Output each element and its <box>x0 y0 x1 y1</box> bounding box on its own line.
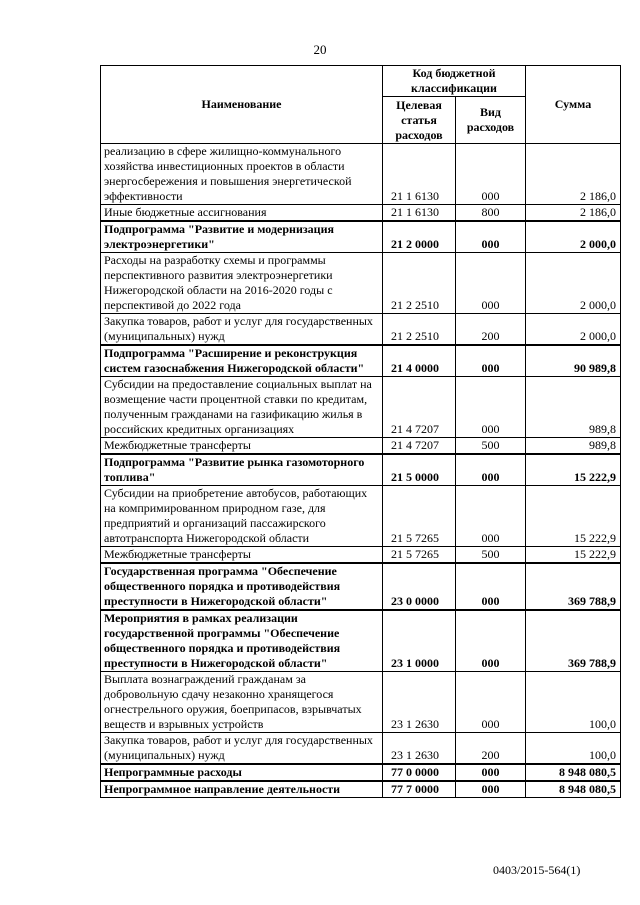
row-sum: 989,8 <box>526 377 621 438</box>
row-target-code: 21 5 7265 <box>383 486 456 547</box>
row-name: Закупка товаров, работ и услуг для государственных (муниципальных) нужд <box>101 733 383 765</box>
row-name: Выплата вознаграждений гражданам за добровольную сдачу незаконно хранящегося огнестрельного оружия, боеприпасов, взрывчатых веществ и взрывных устройств <box>101 672 383 733</box>
row-name: Мероприятия в рамках реализации государственной программы "Обеспечение общественного порядка и противодействия преступности в Нижегородской области" <box>101 610 383 672</box>
row-sum: 15 222,9 <box>526 454 621 486</box>
header-name: Наименование <box>101 66 383 144</box>
row-sum: 2 000,0 <box>526 314 621 346</box>
row-kind-code: 200 <box>456 733 526 765</box>
table-row <box>101 486 621 547</box>
row-name: реализацию в сфере жилищно-коммунального хозяйства инвестиционных проектов в области энергосбережения и повышения энергетической эффективности <box>101 144 383 205</box>
row-sum: 15 222,9 <box>526 486 621 547</box>
row-kind-code: 000 <box>456 345 526 377</box>
row-sum: 8 948 080,5 <box>526 781 621 798</box>
row-sum: 100,0 <box>526 733 621 765</box>
row-sum: 15 222,9 <box>526 547 621 564</box>
row-kind-code: 000 <box>456 610 526 672</box>
row-name: Межбюджетные трансферты <box>101 547 383 564</box>
table-row <box>101 314 621 346</box>
row-target-code: 23 1 0000 <box>383 610 456 672</box>
row-target-code: 23 1 2630 <box>383 672 456 733</box>
row-target-code: 77 0 0000 <box>383 764 456 781</box>
row-name: Подпрограмма "Расширение и реконструкция систем газоснабжения Нижегородской области" <box>101 345 383 377</box>
header-kind: Вид расходов <box>456 97 526 144</box>
row-target-code: 21 2 2510 <box>383 253 456 314</box>
row-target-code: 21 5 7265 <box>383 547 456 564</box>
row-target-code: 21 1 6130 <box>383 205 456 222</box>
table-row <box>101 547 621 564</box>
row-kind-code: 000 <box>456 486 526 547</box>
row-kind-code: 000 <box>456 672 526 733</box>
row-target-code: 21 2 2510 <box>383 314 456 346</box>
row-kind-code: 000 <box>456 563 526 610</box>
row-kind-code: 000 <box>456 253 526 314</box>
row-kind-code: 200 <box>456 314 526 346</box>
row-name: Субсидии на предоставление социальных выплат на возмещение части процентной ставки по кредитам, полученным гражданами на газификацию жилья в российских кредитных организациях <box>101 377 383 438</box>
row-target-code: 77 7 0000 <box>383 781 456 798</box>
header-target: Целевая статья расходов <box>383 97 456 144</box>
row-name: Иные бюджетные ассигнования <box>101 205 383 222</box>
row-name: Непрограммные расходы <box>101 764 383 781</box>
table-row <box>101 253 621 314</box>
row-sum: 2 186,0 <box>526 144 621 205</box>
row-target-code: 23 1 2630 <box>383 733 456 765</box>
row-sum: 2 186,0 <box>526 205 621 222</box>
table-row <box>101 563 621 610</box>
row-name: Субсидии на приобретение автобусов, работающих на компримированном природном газе, для предприятий и организаций пассажирского автотранспорта Нижегородской области <box>101 486 383 547</box>
row-sum: 90 989,8 <box>526 345 621 377</box>
row-kind-code: 000 <box>456 144 526 205</box>
row-name: Расходы на разработку схемы и программы перспективного развития электроэнергетики Нижегородской области на 2016-2020 годы с перспективой до 2022 года <box>101 253 383 314</box>
row-name: Межбюджетные трансферты <box>101 438 383 455</box>
table-row <box>101 764 621 781</box>
row-sum: 8 948 080,5 <box>526 764 621 781</box>
table-row <box>101 438 621 455</box>
row-name: Государственная программа "Обеспечение общественного порядка и противодействия преступности в Нижегородской области" <box>101 563 383 610</box>
row-target-code: 23 0 0000 <box>383 563 456 610</box>
table-row <box>101 672 621 733</box>
table-row <box>101 144 621 205</box>
row-target-code: 21 5 0000 <box>383 454 456 486</box>
table-row <box>101 345 621 377</box>
row-sum: 2 000,0 <box>526 221 621 253</box>
page-number: 20 <box>313 42 327 57</box>
table-body <box>101 144 621 798</box>
header-code-group: Код бюджетной классификации <box>383 66 526 97</box>
row-target-code: 21 4 0000 <box>383 345 456 377</box>
table-row <box>101 454 621 486</box>
row-kind-code: 000 <box>456 454 526 486</box>
header-sum: Сумма <box>526 66 621 144</box>
table-row <box>101 733 621 765</box>
row-kind-code: 000 <box>456 221 526 253</box>
table-row <box>101 205 621 222</box>
row-target-code: 21 1 6130 <box>383 144 456 205</box>
document-code: 0403/2015-564(1) <box>493 863 581 877</box>
row-kind-code: 000 <box>456 764 526 781</box>
row-sum: 100,0 <box>526 672 621 733</box>
row-kind-code: 000 <box>456 377 526 438</box>
row-sum: 369 788,9 <box>526 610 621 672</box>
row-kind-code: 500 <box>456 547 526 564</box>
row-kind-code: 500 <box>456 438 526 455</box>
row-kind-code: 000 <box>456 781 526 798</box>
row-target-code: 21 4 7207 <box>383 377 456 438</box>
row-name: Непрограммное направление деятельности <box>101 781 383 798</box>
table-row <box>101 377 621 438</box>
row-name: Подпрограмма "Развитие рынка газомоторного топлива" <box>101 454 383 486</box>
table-row <box>101 221 621 253</box>
row-sum: 2 000,0 <box>526 253 621 314</box>
row-target-code: 21 4 7207 <box>383 438 456 455</box>
row-kind-code: 800 <box>456 205 526 222</box>
table-row <box>101 781 621 798</box>
table-row <box>101 610 621 672</box>
row-sum: 989,8 <box>526 438 621 455</box>
table-header <box>101 66 621 144</box>
row-sum: 369 788,9 <box>526 563 621 610</box>
row-name: Подпрограмма "Развитие и модернизация электроэнергетики" <box>101 221 383 253</box>
budget-table <box>100 65 621 798</box>
row-name: Закупка товаров, работ и услуг для государственных (муниципальных) нужд <box>101 314 383 346</box>
row-target-code: 21 2 0000 <box>383 221 456 253</box>
